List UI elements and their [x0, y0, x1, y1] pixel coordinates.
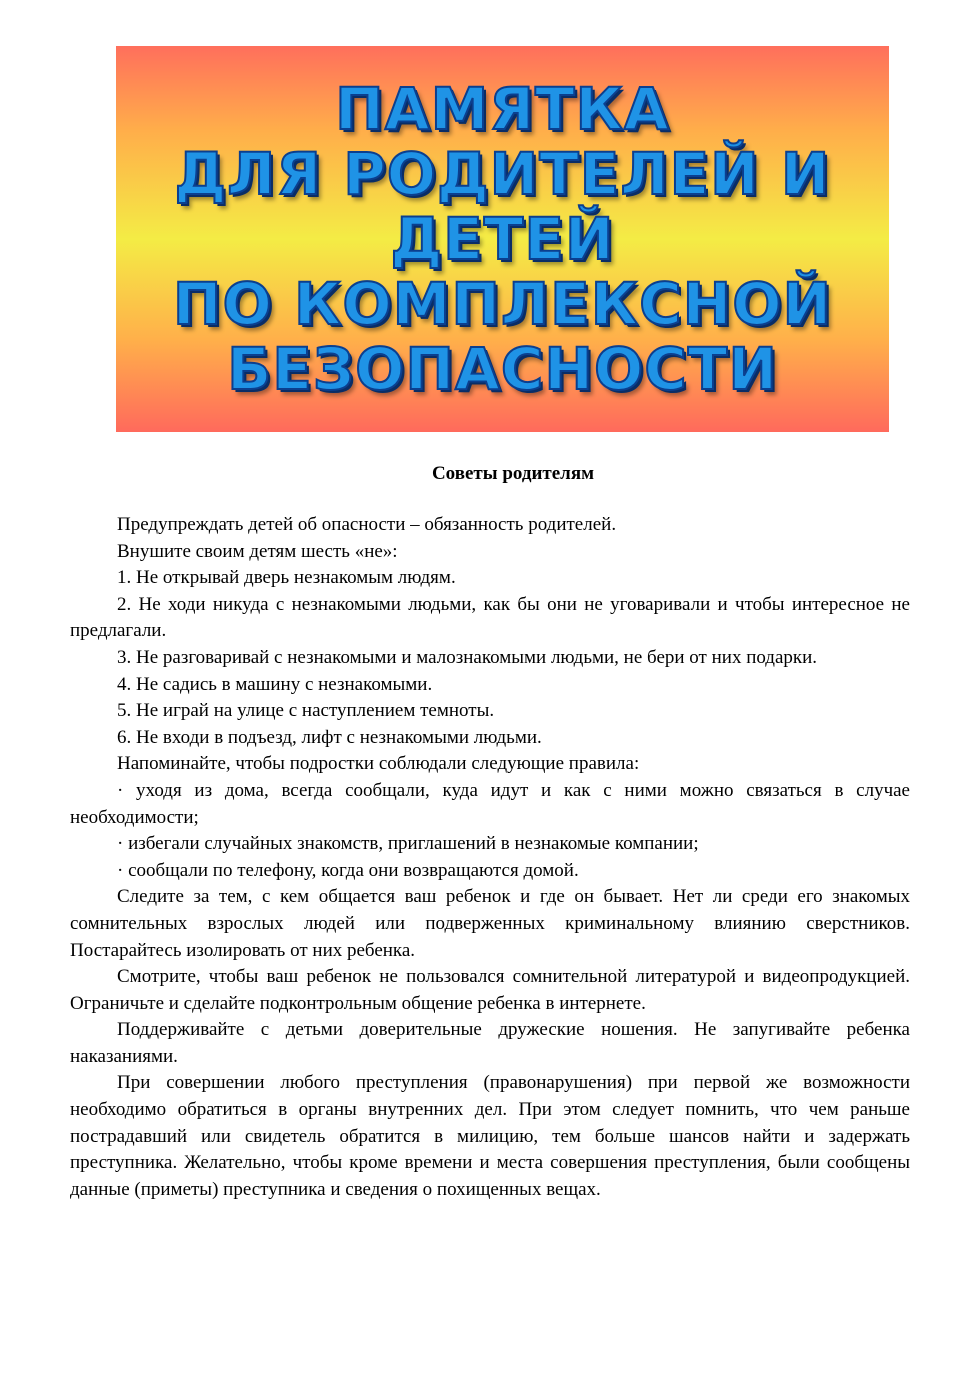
rule-item-5: 5. Не играй на улице с наступлением темноты.: [117, 700, 495, 722]
paragraph-monitor-media: Смотрите, чтобы ваш ребенок не пользовался сомнительной литературой и видеопродукцией. Ограничьте и сделайте подконтрольным общение ребенка в интернете.: [70, 966, 910, 1014]
paragraph-trust: Поддерживайте с детьми доверительные дружеские ношения. Не запугивайте ребенка наказаниями.: [70, 1019, 910, 1067]
teen-rule-item-2: · избегали случайных знакомств, приглашений в незнакомые компании;: [117, 833, 699, 855]
rule-item-1: 1. Не открывай дверь незнакомым людям.: [117, 567, 456, 589]
banner-title-line-2: ДЛЯ РОДИТЕЛЕЙ И: [174, 139, 831, 208]
banner-title-line-4: ПО КОМПЛЕКСНОЙ: [172, 269, 833, 338]
paragraph-report-crime: При совершении любого преступления (правонарушения) при первой же возможности необходимо обратиться в органы внутренних дел. При этом следует помнить, что чем раньше пострадавший или свидетель обратится в милицию, тем больше шансов найти и задержать преступника. Желательно, чтобы кроме времени и места совершения преступления, были сообщены данные (приметы) преступника и сведения о похищенных вещах.: [70, 1072, 910, 1200]
banner-title-line-1: ПАМЯТКА: [335, 74, 670, 143]
rule-item-3: 3. Не разговаривай с незнакомыми и малознакомыми людьми, не бери от них подарки.: [117, 646, 818, 668]
paragraph-teen-rules-intro: Напоминайте, чтобы подростки соблюдали следующие правила:: [117, 753, 640, 775]
rule-item-6: 6. Не входи в подъезд, лифт с незнакомыми людьми.: [117, 726, 542, 748]
teen-rule-item-1: · уходя из дома, всегда сообщали, куда идут и как с ними можно связаться в случае необходимости;: [70, 779, 910, 828]
paragraph-six-rules-intro: Внушите своим детям шесть «не»:: [117, 540, 398, 562]
banner-title-line-3: ДЕТЕЙ: [390, 204, 615, 273]
title-banner: [116, 46, 889, 432]
rule-item-2: 2. Не ходи никуда с незнакомыми людьми, как бы они не уговаривали и чтобы интересное не предлагали.: [70, 593, 910, 642]
teen-rule-item-3: · сообщали по телефону, когда они возвращаются домой.: [117, 859, 579, 881]
document-body: [70, 512, 910, 1203]
banner-title-line-5: БЕЗОПАСНОСТИ: [227, 334, 778, 403]
paragraph-intro: Предупреждать детей об опасности – обязанность родителей.: [117, 514, 617, 535]
rule-item-4: 4. Не садись в машину с незнакомыми.: [117, 673, 433, 695]
section-title: Советы родителям: [431, 463, 595, 484]
paragraph-monitor-contacts: Следите за тем, с кем общается ваш ребенок и где он бывает. Нет ли среди его знакомых сомнительных взрослых людей или подверженных криминальному влиянию сверстников. Постарайтесь изолировать от них ребенка.: [70, 886, 910, 961]
